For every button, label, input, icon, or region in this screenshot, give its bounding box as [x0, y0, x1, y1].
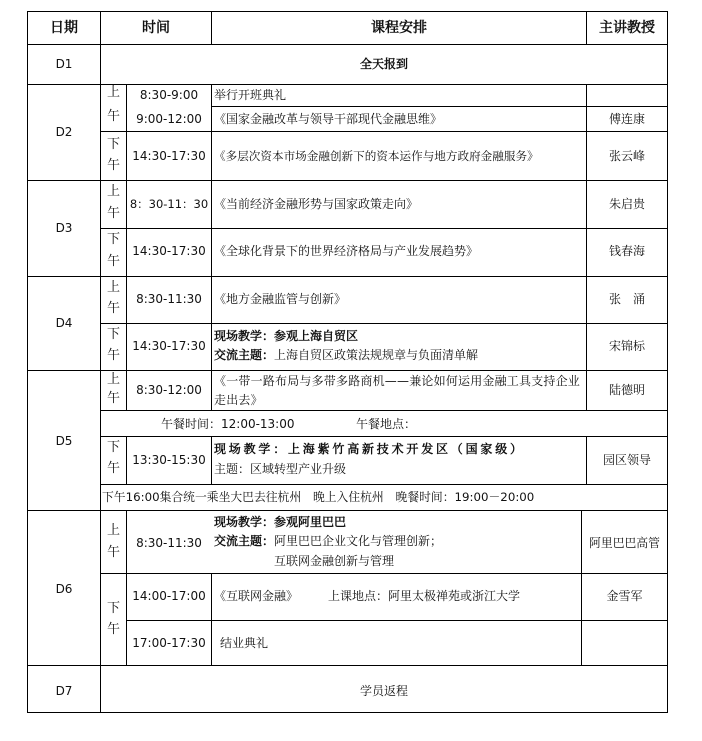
day-label: D5	[55, 434, 73, 448]
row-divider	[27, 276, 668, 277]
table-border-left	[27, 11, 28, 713]
row-divider	[100, 228, 668, 229]
row-divider	[100, 436, 668, 437]
course-title: 《多层次资本市场金融创新下的资本运作与地方政府金融服务》	[214, 149, 539, 163]
pm-label-2: 午	[106, 348, 120, 363]
table-border-bottom	[27, 712, 668, 713]
full-day-content: 学员返程	[359, 684, 408, 698]
evening-arrangement: 下午16:00集合统一乘坐大巴去往杭州 晚上入住杭州 晚餐时间：19:00－20:00	[102, 490, 535, 504]
pm-label-2: 午	[106, 254, 120, 269]
field-trip-title: 现场教学：上海紫竹高新技术开发区（国家级）	[214, 442, 525, 456]
row-divider	[27, 180, 668, 181]
lecturer-name: 傅连康	[608, 112, 645, 126]
day-label: D6	[55, 582, 73, 596]
time-slot: 8：30-11：30	[129, 197, 209, 211]
full-day-content: 全天报到	[359, 57, 408, 71]
topic-text-line: 互联网金融创新与管理	[274, 554, 395, 568]
field-trip-title: 现场教学：参观阿里巴巴	[214, 515, 347, 529]
column-divider	[211, 180, 212, 277]
discussion-topic	[214, 533, 442, 549]
course-title: 《地方金融监管与创新》	[214, 292, 347, 306]
column-divider	[126, 180, 127, 277]
am-label-1: 上	[106, 280, 120, 295]
time-slot: 9:00-12:00	[136, 112, 202, 126]
am-label-1: 上	[106, 523, 120, 538]
table-border-top	[27, 11, 668, 12]
header-lecturer: 主讲教授	[599, 20, 655, 36]
column-divider	[211, 84, 212, 181]
am-label-2: 午	[106, 301, 120, 316]
row-divider	[100, 131, 668, 132]
discussion-topic	[214, 347, 478, 363]
field-trip-title: 现场教学：参观上海自贸区	[214, 329, 359, 343]
lunch-place: 午餐地点：	[356, 417, 417, 431]
header-schedule: 课程安排	[371, 20, 427, 36]
time-slot: 17:00-17:30	[132, 636, 206, 650]
header-date: 日期	[50, 20, 78, 36]
am-label-2: 午	[106, 545, 120, 560]
column-divider	[211, 573, 212, 666]
topic-label: 交流主题：	[214, 534, 275, 548]
time-slot: 14:30-17:30	[132, 339, 206, 353]
lecturer-name: 阿里巴巴高管	[589, 536, 660, 550]
am-label-1: 上	[106, 184, 120, 199]
discussion-topic: 主题：区域转型产业升级	[214, 462, 347, 476]
row-divider	[27, 510, 668, 511]
course-title: 《当前经济金融形势与国家政策走向》	[214, 197, 419, 211]
course-title: 《互联网金融》	[214, 589, 299, 603]
row-divider	[100, 573, 668, 574]
time-slot: 8:30-9:00	[139, 88, 199, 102]
pm-label-1: 下	[106, 327, 120, 342]
time-slot: 14:00-17:00	[132, 589, 206, 603]
row-divider	[126, 620, 668, 621]
row-divider	[100, 410, 668, 411]
am-label-1: 上	[106, 85, 120, 100]
lecturer-name: 金雪军	[606, 589, 643, 603]
pm-label-2: 午	[106, 461, 120, 476]
lecturer-name: 朱启贵	[608, 197, 645, 211]
course-title: 《一带一路布局与多带多路商机——兼论如何运用金融工具支持企业走出去》	[214, 374, 581, 407]
time-slot: 13:30-15:30	[132, 453, 206, 467]
time-slot: 8:30-12:00	[136, 383, 202, 397]
day-label: D1	[55, 57, 73, 71]
header-divider	[27, 44, 668, 45]
column-divider	[211, 276, 212, 371]
class-location: 上课地点：阿里太极禅苑或浙江大学	[328, 589, 521, 603]
day-label: D2	[55, 125, 73, 139]
lunch-time: 午餐时间：12:00-13:00	[161, 417, 295, 431]
column-divider	[586, 180, 587, 277]
pm-label-1: 下	[106, 440, 120, 455]
pm-label-1: 下	[106, 232, 120, 247]
time-slot: 14:30-17:30	[132, 149, 206, 163]
course-title: 结业典礼	[220, 636, 269, 650]
column-divider	[586, 84, 587, 181]
table-border-right	[667, 11, 668, 713]
pm-label-2: 午	[106, 622, 120, 637]
am-label-1: 上	[106, 372, 120, 387]
topic-label: 交流主题：	[214, 348, 275, 362]
time-slot: 8:30-11:30	[136, 292, 202, 306]
row-divider	[211, 106, 668, 107]
topic-text: 阿里巴巴企业文化与管理创新；	[274, 534, 443, 548]
am-label-2: 午	[106, 206, 120, 221]
row-divider	[27, 665, 668, 666]
lecturer-name: 张云峰	[608, 149, 645, 163]
lecturer-name: 陆德明	[608, 383, 645, 397]
lecturer-name: 宋锦标	[608, 339, 645, 353]
row-divider	[100, 484, 668, 485]
pm-label-1: 下	[106, 137, 120, 152]
am-label-2: 午	[106, 391, 120, 406]
row-divider	[100, 323, 668, 324]
am-label-2: 午	[106, 109, 120, 124]
time-slot: 8:30-11:30	[136, 536, 202, 550]
lecturer-name: 张 涌	[608, 292, 645, 306]
course-title: 举行开班典礼	[214, 88, 287, 102]
day-label: D3	[55, 221, 73, 235]
column-divider	[211, 436, 212, 485]
course-title: 《全球化背景下的世界经济格局与产业发展趋势》	[214, 244, 479, 258]
column-divider	[211, 370, 212, 411]
lecturer-name: 钱春海	[608, 244, 645, 258]
pm-label-2: 午	[106, 158, 120, 173]
pm-label-1: 下	[106, 601, 120, 616]
course-title: 《国家金融改革与领导干部现代金融思维》	[214, 112, 443, 126]
header-time: 时间	[142, 20, 170, 36]
row-divider	[27, 370, 668, 371]
topic-text: 上海自贸区政策法规规章与负面清单解	[274, 348, 479, 362]
day-label: D7	[55, 684, 73, 698]
lecturer-name: 园区领导	[602, 453, 651, 467]
time-slot: 14:30-17:30	[132, 244, 206, 258]
day-label: D4	[55, 316, 73, 330]
